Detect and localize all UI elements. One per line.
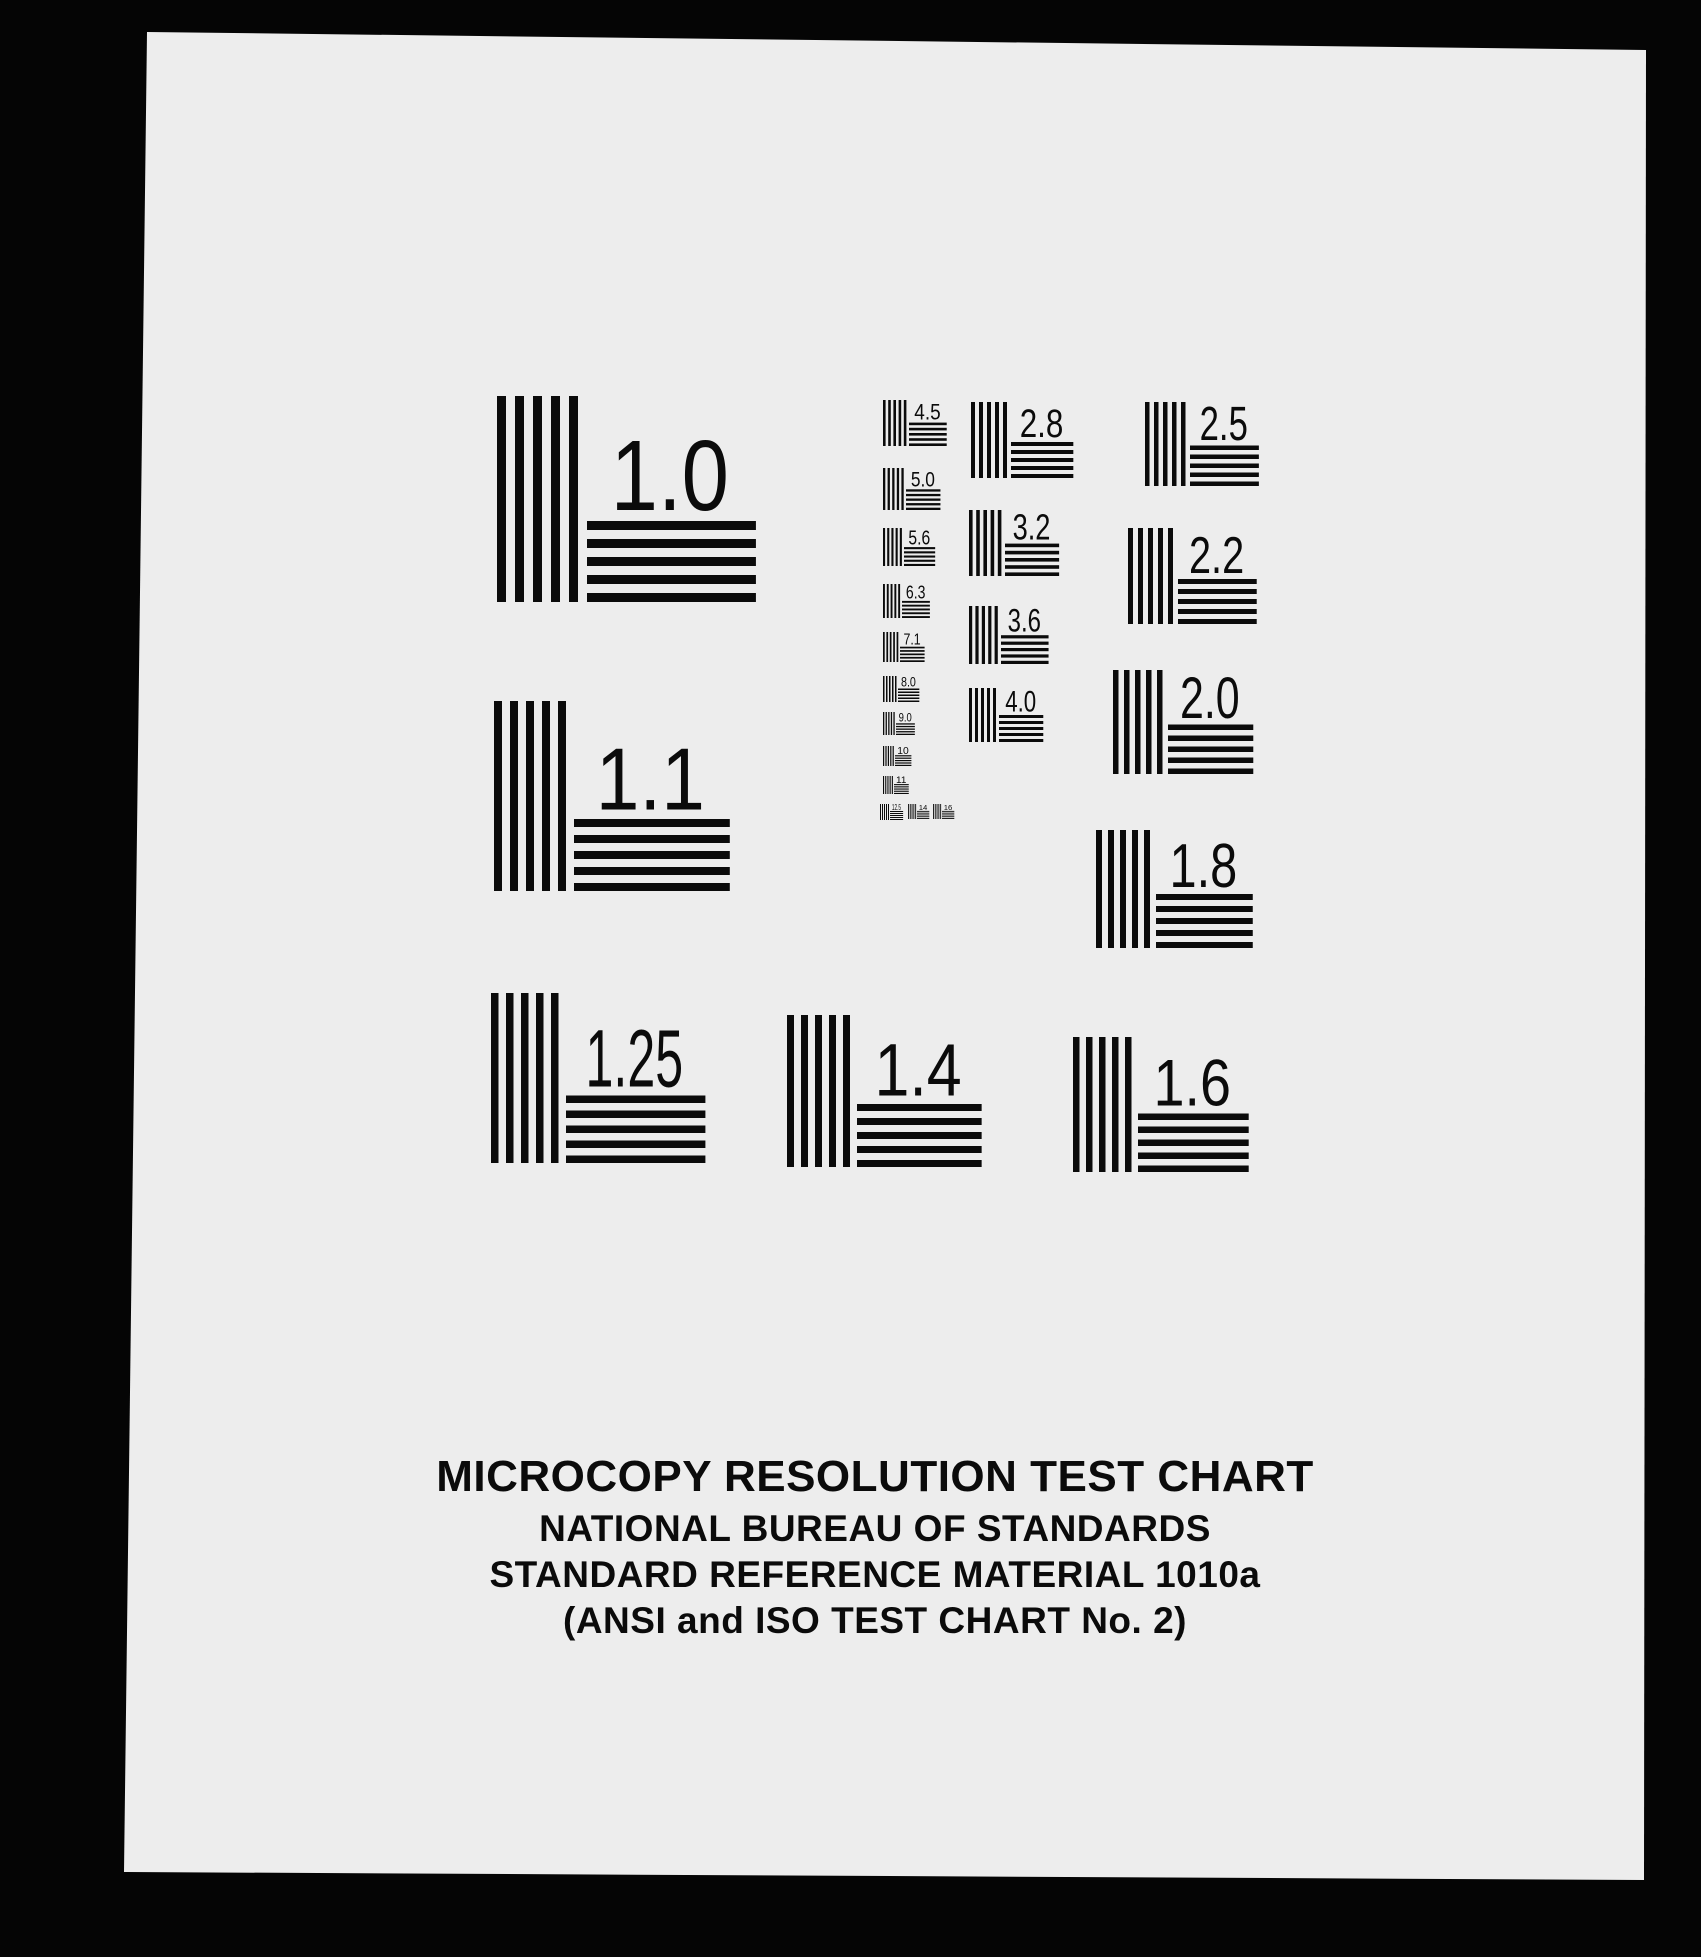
horizontal-bar <box>999 733 1043 736</box>
pattern-label: 5.6 <box>908 527 931 550</box>
horizontal-bar <box>999 721 1043 724</box>
vertical-bar <box>900 528 902 566</box>
pattern-label: 10 <box>897 745 910 757</box>
vertical-bar <box>889 676 891 702</box>
horizontal-bar <box>1011 466 1073 470</box>
horizontal-bar <box>1001 642 1049 645</box>
pattern-label: 5.0 <box>910 468 935 492</box>
horizontal-bar <box>587 575 756 584</box>
pattern-1.8 <box>1096 830 1253 948</box>
horizontal-bar <box>894 789 909 790</box>
pattern-1.25 <box>491 993 705 1163</box>
vertical-bar <box>1108 830 1114 948</box>
vertical-bar <box>893 712 894 735</box>
pattern-12.5 <box>880 803 903 820</box>
vertical-bar <box>979 402 983 478</box>
pattern-5.6 <box>883 528 935 566</box>
pattern-1.4 <box>787 1015 982 1167</box>
horizontal-bar <box>902 612 930 614</box>
horizontal-bar <box>898 695 919 697</box>
vertical-bar <box>901 468 903 510</box>
pattern-1.1 <box>494 701 730 891</box>
chart-subtitle-2: STANDARD REFERENCE MATERIAL 1010a <box>489 1554 1261 1595</box>
vertical-bar <box>1158 528 1163 624</box>
horizontal-bar <box>1005 565 1059 569</box>
vertical-bar <box>897 468 899 510</box>
vertical-bar <box>987 688 990 742</box>
pattern-label: 16 <box>943 804 953 812</box>
vertical-bar <box>883 712 884 735</box>
horizontal-bar <box>1005 551 1059 555</box>
vertical-bar <box>787 1015 794 1167</box>
pattern-9.0 <box>883 711 915 735</box>
vertical-bar <box>883 776 884 794</box>
vertical-bar <box>890 746 891 766</box>
horizontal-bar <box>895 760 911 761</box>
horizontal-bar <box>896 729 915 730</box>
horizontal-bar <box>1011 474 1073 478</box>
horizontal-bar <box>1138 1153 1249 1160</box>
vertical-bar <box>886 676 888 702</box>
vertical-bar <box>536 993 544 1163</box>
horizontal-bar <box>917 818 929 819</box>
vertical-bar <box>913 804 914 819</box>
horizontal-bar <box>942 818 954 819</box>
vertical-bar <box>1086 1037 1093 1172</box>
horizontal-bar <box>898 701 919 703</box>
pattern-label: 1.1 <box>595 729 705 829</box>
horizontal-bar <box>1005 558 1059 562</box>
pattern-label: 8.0 <box>900 673 917 690</box>
vertical-bar <box>883 584 885 618</box>
vertical-bar <box>890 632 892 662</box>
vertical-bar <box>895 676 897 702</box>
pattern-6.3 <box>883 583 930 618</box>
pattern-7.1 <box>883 632 925 662</box>
horizontal-bar <box>909 433 947 436</box>
vertical-bar <box>1112 1037 1119 1172</box>
vertical-bar <box>892 676 894 702</box>
vertical-bar <box>971 402 975 478</box>
vertical-bar <box>898 584 900 618</box>
pattern-label: 3.6 <box>1007 602 1041 639</box>
horizontal-bar <box>1178 599 1257 604</box>
horizontal-bar <box>890 813 903 814</box>
pattern-label: 2.8 <box>1019 402 1064 447</box>
horizontal-bar <box>587 593 756 602</box>
horizontal-bar <box>1168 769 1253 775</box>
vertical-bar <box>886 804 887 820</box>
horizontal-bar <box>1190 464 1259 469</box>
pattern-2.2 <box>1128 527 1257 624</box>
vertical-bar <box>904 400 907 446</box>
vertical-bar <box>910 804 911 819</box>
horizontal-bar <box>942 815 954 816</box>
vertical-bar <box>880 804 881 820</box>
vertical-bar <box>1148 528 1153 624</box>
pattern-label: 7.1 <box>903 631 921 649</box>
vertical-bar <box>908 804 909 819</box>
horizontal-bar <box>1156 906 1253 912</box>
vertical-bar <box>1128 528 1133 624</box>
horizontal-bar <box>1001 648 1049 651</box>
horizontal-bar <box>896 734 915 735</box>
horizontal-bar <box>1011 458 1073 462</box>
vertical-bar <box>891 584 893 618</box>
vertical-bar <box>491 993 499 1163</box>
horizontal-bar <box>566 1156 705 1164</box>
horizontal-bar <box>909 428 947 431</box>
horizontal-bar <box>1168 758 1253 764</box>
vertical-bar <box>885 776 886 794</box>
horizontal-bar <box>895 758 911 759</box>
horizontal-bar <box>902 616 930 618</box>
vertical-bar <box>891 712 892 735</box>
vertical-bar <box>935 804 936 819</box>
horizontal-bar <box>1138 1127 1249 1134</box>
vertical-bar <box>892 776 893 794</box>
chart-caption <box>300 1448 1450 1644</box>
horizontal-bar <box>1156 930 1253 936</box>
pattern-1.6 <box>1073 1037 1249 1172</box>
horizontal-bar <box>917 815 929 816</box>
horizontal-bar <box>574 835 730 843</box>
pattern-label: 4.0 <box>1005 685 1037 719</box>
vertical-bar <box>1125 1037 1132 1172</box>
vertical-bar <box>982 606 985 664</box>
pattern-label: 2.0 <box>1179 665 1240 731</box>
pattern-11 <box>883 775 909 794</box>
vertical-bar <box>1146 670 1152 774</box>
pattern-label: 1.25 <box>585 1013 684 1105</box>
horizontal-bar <box>898 692 919 694</box>
pattern-2.0 <box>1113 666 1253 774</box>
vertical-bar <box>886 712 887 735</box>
horizontal-bar <box>890 819 903 820</box>
vertical-bar <box>1168 528 1173 624</box>
vertical-bar <box>891 528 893 566</box>
vertical-bar <box>938 804 939 819</box>
vertical-bar <box>510 701 518 891</box>
vertical-bar <box>542 701 550 891</box>
horizontal-bar <box>917 816 929 817</box>
pattern-label: 12.5 <box>891 802 902 812</box>
vertical-bar <box>1163 402 1168 486</box>
vertical-bar <box>815 1015 822 1167</box>
vertical-bar <box>991 510 995 576</box>
vertical-bar <box>888 804 889 820</box>
horizontal-bar <box>906 503 940 505</box>
vertical-bar <box>893 746 894 766</box>
pattern-1.0 <box>497 396 756 602</box>
horizontal-bar <box>1156 918 1253 924</box>
horizontal-bar <box>904 560 935 562</box>
horizontal-bar <box>1190 482 1259 487</box>
vertical-bar <box>886 632 888 662</box>
horizontal-bar <box>1156 942 1253 948</box>
vertical-bar <box>975 688 978 742</box>
vertical-bar <box>884 804 885 820</box>
vertical-bar <box>887 776 888 794</box>
vertical-bar <box>1135 670 1141 774</box>
pattern-3.2 <box>969 506 1059 576</box>
vertical-bar <box>969 688 972 742</box>
vertical-bar <box>1073 1037 1080 1172</box>
horizontal-bar <box>857 1132 982 1139</box>
vertical-bar <box>1132 830 1138 948</box>
horizontal-bar <box>895 762 911 763</box>
horizontal-bar <box>900 654 925 656</box>
vertical-bar <box>558 701 566 891</box>
vertical-bar <box>1145 402 1150 486</box>
vertical-bar <box>1181 402 1186 486</box>
vertical-bar <box>1157 670 1163 774</box>
pattern-2.5 <box>1145 398 1259 486</box>
vertical-bar <box>569 396 578 602</box>
vertical-bar <box>890 776 891 794</box>
vertical-bar <box>983 510 987 576</box>
horizontal-bar <box>1001 654 1049 657</box>
vertical-bar <box>1172 402 1177 486</box>
horizontal-bar <box>902 605 930 607</box>
vertical-bar <box>829 1015 836 1167</box>
pattern-label: 1.0 <box>610 420 729 533</box>
horizontal-bar <box>1168 747 1253 753</box>
vertical-bar <box>915 804 916 819</box>
horizontal-bar <box>896 726 915 727</box>
vertical-bar <box>969 510 973 576</box>
horizontal-bar <box>587 539 756 548</box>
pattern-label: 2.2 <box>1189 527 1245 585</box>
horizontal-bar <box>857 1160 982 1167</box>
horizontal-bar <box>894 793 909 794</box>
horizontal-bar <box>999 727 1043 730</box>
horizontal-bar <box>587 557 756 566</box>
vertical-bar <box>1120 830 1126 948</box>
vertical-bar <box>981 688 984 742</box>
horizontal-bar <box>902 609 930 611</box>
horizontal-bar <box>1178 609 1257 614</box>
horizontal-bar <box>942 816 954 817</box>
vertical-bar <box>526 701 534 891</box>
vertical-bar <box>888 746 889 766</box>
pattern-label: 9.0 <box>898 710 913 725</box>
vertical-bar <box>843 1015 850 1167</box>
vertical-bar <box>892 468 894 510</box>
vertical-bar <box>883 676 885 702</box>
vertical-bar <box>995 606 998 664</box>
horizontal-bar <box>898 698 919 700</box>
vertical-bar <box>1113 670 1119 774</box>
vertical-bar <box>995 402 999 478</box>
vertical-bar <box>883 746 884 766</box>
vertical-bar <box>976 510 980 576</box>
horizontal-bar <box>566 1111 705 1119</box>
horizontal-bar <box>566 1141 705 1149</box>
horizontal-bar <box>1138 1166 1249 1173</box>
vertical-bar <box>1099 1037 1106 1172</box>
horizontal-bar <box>1001 661 1049 664</box>
vertical-bar <box>1154 402 1159 486</box>
horizontal-bar <box>1011 450 1073 454</box>
vertical-bar <box>883 400 886 446</box>
horizontal-bar <box>857 1118 982 1125</box>
vertical-bar <box>882 804 883 820</box>
pattern-8.0 <box>883 674 919 702</box>
chart-subtitle-3: (ANSI and ISO TEST CHART No. 2) <box>563 1600 1187 1641</box>
vertical-bar <box>883 528 885 566</box>
horizontal-bar <box>900 660 925 662</box>
vertical-bar <box>551 993 559 1163</box>
pattern-10 <box>883 746 911 766</box>
vertical-bar <box>933 804 934 819</box>
horizontal-bar <box>890 815 903 816</box>
horizontal-bar <box>1190 473 1259 478</box>
horizontal-bar <box>894 791 909 792</box>
pattern-label: 6.3 <box>905 582 926 603</box>
pattern-16 <box>933 804 954 819</box>
vertical-bar <box>888 468 890 510</box>
vertical-bar <box>1003 402 1007 478</box>
horizontal-bar <box>1178 589 1257 594</box>
horizontal-bar <box>574 867 730 875</box>
horizontal-bar <box>904 564 935 566</box>
vertical-bar <box>912 804 913 819</box>
vertical-bar <box>993 688 996 742</box>
vertical-bar <box>888 712 889 735</box>
horizontal-bar <box>574 883 730 891</box>
vertical-bar <box>888 400 891 446</box>
horizontal-bar <box>894 786 909 787</box>
horizontal-bar <box>566 1126 705 1134</box>
vertical-bar <box>887 584 889 618</box>
horizontal-bar <box>900 657 925 659</box>
vertical-bar <box>506 993 514 1163</box>
pattern-5.0 <box>883 468 940 510</box>
pattern-label: 2.5 <box>1199 398 1248 452</box>
vertical-bar <box>801 1015 808 1167</box>
horizontal-bar <box>917 813 929 814</box>
vertical-bar <box>893 632 895 662</box>
chart-title: MICROCOPY RESOLUTION TEST CHART <box>436 1452 1314 1501</box>
vertical-bar <box>937 804 938 819</box>
horizontal-bar <box>1190 455 1259 460</box>
vertical-bar <box>975 606 978 664</box>
vertical-bar <box>899 400 902 446</box>
vertical-bar <box>894 584 896 618</box>
vertical-bar <box>515 396 524 602</box>
vertical-bar <box>551 396 560 602</box>
horizontal-bar <box>906 508 940 510</box>
horizontal-bar <box>999 739 1043 742</box>
vertical-bar <box>987 402 991 478</box>
pattern-14 <box>908 804 929 819</box>
vertical-bar <box>883 468 885 510</box>
pattern-4.0 <box>969 685 1043 742</box>
vertical-bar <box>1096 830 1102 948</box>
horizontal-bar <box>1168 736 1253 742</box>
vertical-bar <box>988 606 991 664</box>
vertical-bar <box>887 528 889 566</box>
vertical-bar <box>896 528 898 566</box>
horizontal-bar <box>1178 619 1257 624</box>
pattern-label: 14 <box>918 804 928 812</box>
vertical-bar <box>940 804 941 819</box>
horizontal-bar <box>857 1146 982 1153</box>
horizontal-bar <box>909 438 947 441</box>
pattern-label: 1.8 <box>1169 831 1238 901</box>
horizontal-bar <box>896 731 915 732</box>
vertical-bar <box>1124 670 1130 774</box>
horizontal-bar <box>574 851 730 859</box>
vertical-bar <box>1138 528 1143 624</box>
vertical-bar <box>883 632 885 662</box>
horizontal-bar <box>900 650 925 652</box>
vertical-bar <box>893 400 896 446</box>
horizontal-bar <box>906 499 940 501</box>
vertical-bar <box>497 396 506 602</box>
chart-subtitle-1: NATIONAL BUREAU OF STANDARDS <box>539 1508 1211 1549</box>
pattern-label: 11 <box>896 774 907 785</box>
horizontal-bar <box>1005 572 1059 576</box>
horizontal-bar <box>909 443 947 446</box>
pattern-label: 4.5 <box>914 399 941 425</box>
vertical-bar <box>885 746 886 766</box>
vertical-bar <box>1144 830 1150 948</box>
pattern-label: 3.2 <box>1012 506 1051 548</box>
horizontal-bar <box>942 813 954 814</box>
horizontal-bar <box>1138 1140 1249 1147</box>
vertical-bar <box>969 606 972 664</box>
vertical-bar <box>998 510 1002 576</box>
horizontal-bar <box>890 817 903 818</box>
vertical-bar <box>533 396 542 602</box>
pattern-label: 1.6 <box>1153 1045 1231 1120</box>
vertical-bar <box>521 993 529 1163</box>
horizontal-bar <box>906 494 940 496</box>
pattern-3.6 <box>969 602 1049 664</box>
vertical-bar <box>897 632 899 662</box>
horizontal-bar <box>895 765 911 766</box>
pattern-4.5 <box>883 399 947 446</box>
horizontal-bar <box>904 551 935 553</box>
vertical-bar <box>494 701 502 891</box>
pattern-2.8 <box>971 402 1073 478</box>
horizontal-bar <box>904 556 935 558</box>
pattern-label: 1.4 <box>874 1028 962 1112</box>
